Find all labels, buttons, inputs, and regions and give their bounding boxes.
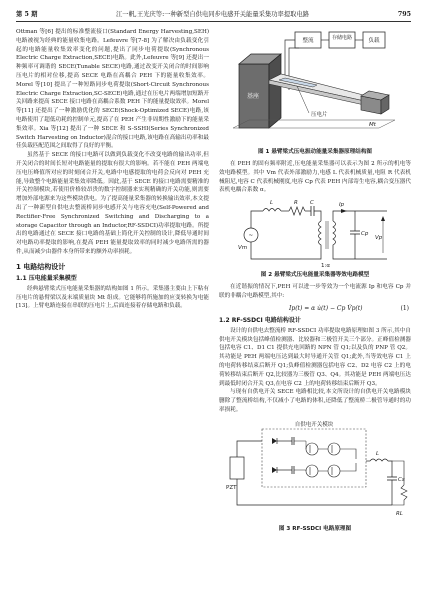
page-number: 795 bbox=[397, 11, 411, 18]
figure-3 bbox=[222, 419, 408, 523]
model-paragraph: 经典悬臂梁式压电能量采集器的结构如图 1 所示。采集器主要由上下粘有压电片的悬臂梁以及末端质量块 Mt 组成。它能够将所施加的应变转换为电能[13]。上臂电路连接在串联的压电片上,后面连接着存储电路和负载。 bbox=[16, 285, 209, 310]
intro-paragraph-2: 虽然基于 SECE 的接口电路可以做到负载变化不改变电路的输出功率,但开关闭合的时间长短对电路能量的提取有很大的影响。若不能在 PEH 两端电压电压峰值所对应的时刻闭合开关,电路中电感提取的电荷会反向对 PEH 充能,导致整个电路能量采集效率降低。因此,基于 SECE 的接口电路需要精准的开关控制模块,若使用价格较昂贵的数字控制器来实现精确的开关功能,则需要增加外部电源来为这些模块供电。为了提高能量采集器的转换输出效率,本文提出了一种新型自供电去整流桥同步电感开关与电容充电(Self-Powered and Rectifier-Free Synchronized Switching and Discharging to a storage Capacitor through an Inductor,RF-SSDCI)功率提取电路。所提出的电路通过在 SECE 接口电路的基础上简化开关控制的设计,降低导通时间对电路功率提取的影响,在提高 PEH 能量提取效率的同时减少电路所需的器件,从而减少由器件本身所带来的额外功率损耗。 bbox=[16, 152, 209, 255]
storage-circuit-label: 存储电路 bbox=[331, 35, 353, 41]
storage-cap-label: Cs bbox=[398, 476, 405, 483]
running-title: 江一帆,王光庆等:一种新型自供电同步电感开关能量采集功率提取电路 bbox=[116, 11, 310, 18]
equation-1-number: (1) bbox=[400, 304, 409, 312]
formula-intro-paragraph: 在近谐振的情况下,PEH 可以进一步等效为一个电流源 Ip 和电容 Cp 并联的非耦合电路模型,其中: bbox=[219, 284, 411, 299]
pzt-label: PZT bbox=[226, 484, 237, 491]
running-head bbox=[16, 9, 411, 22]
figure-3-diagram bbox=[222, 419, 408, 523]
load-rl-label: RL bbox=[396, 510, 403, 517]
equation-1 bbox=[219, 303, 411, 315]
capacitor-label: C bbox=[310, 200, 314, 207]
section-heading-1: 1 电路结构设计 bbox=[16, 262, 66, 271]
figure-1-caption: 图 1 悬臂梁式压电振动能量采集器原理结构图 bbox=[257, 149, 373, 155]
right-column bbox=[219, 28, 411, 598]
vm-label: Vm bbox=[238, 245, 248, 252]
piezo-label: 压电片 bbox=[311, 112, 328, 118]
intro-paragraph-1: Ottman 等[6] 提出的标准整流接口(Standard Energy Harvesting,SEH)电路被视为经典的能量收集电路。Lefeuvre 等[7-8] 为了解决由负载变化引起的电路能量收集效率变化的问题,提出了同步电荷提取(Synchronous Electric Charge Extraction,SECE)电路。此外,Lefeuvre 等[9] 还提出一种频率可调谐的 SECE(Tunable SECE)电路,通过改变开关闭合的时间影响压电片的相对位移,提高 SECE 电路在高耦合 PEH 下的能量收集效率。Morel 等[10] 提出了一种短路同步电荷提取(Short-Circuit Synchronous Electric Charge Extraction,SC-SECE)电路,通过在压电片两端增加短路开关回路来提高 SECE 接口电路在高耦合系数 PEH 下的能量提取效率。Morel 等[11] 还提出了一种激励优化的 SECE(Shock-Optimized SECE)电路,该电路使用了超低功耗的控制单元,提高了在 PEH 产生非周期性激励下的能量采集效率。Xia 等[12] 提出了一种 SECE 和 S-SSHI(Series Synchronized Switch Harvesting on Inductor)混合的接口电路,该电路在高输出功率和最佳负载匹配范围之间取得了良好的平衡。 bbox=[16, 29, 209, 150]
section-heading-1-1: 1.1 压电能量采集模型 bbox=[16, 274, 77, 282]
inductor-label: L bbox=[270, 200, 274, 207]
inductor-l-label: L bbox=[376, 450, 380, 457]
figure-1-diagram bbox=[229, 28, 401, 146]
section-heading-1-2: 1.2 RF-SSDCI 电路结构设计 bbox=[219, 316, 301, 324]
ip-label: Ip bbox=[339, 202, 345, 209]
figure-1 bbox=[229, 28, 401, 146]
rectifier-label: 整流 bbox=[302, 38, 314, 44]
design-paragraph: 设计的自供电去整流桥 RF-SSDCI 功率提取电路原理如图 3 所示,其中自供电开关模块包括峰值检测器、比较器和三极管开关三个部分。正峰值检测器包括电容 C1、D1 C1 提供充电回路的 NPN 管 Q1;以及负的 PNP 管 Q2。其功能是 PEH 两端电压达到最大时导通开关管 Q1;此外,当等效电容 C1 上的电荷转移结束后断开 Q1;负峰值检测器包括电容 C2、D2 电容 C2 上的电荷转移结束后断开 Q2,比较器为三极管 Q3、Q4。其功能是 PEH 两端电压达到最低时闭合开关 Q3,在电容 C2 上的电荷转移结束后断开 Q3。 bbox=[219, 327, 411, 387]
figure-2-diagram bbox=[237, 197, 393, 269]
compare-paragraph: 与现有自供电开关 SECE 电路相比较,本文所设计的自供电开关电路模块删除了整流桥结构,不仅减小了电路的体积,还降低了整流桥二极管导通时的功率损耗。 bbox=[219, 389, 411, 413]
fig2-intro-paragraph: 在 PEH 的固有频率附近,压电能量采集器可以表示为图 2 所示的机电等效电路模型。其中 Vm 代表外部激励力,电感 L 代表机械质量,电阻 R 代表机械阻尼,电容 C 代表机械刚度,电容 Cp 代表 PEH 内部寄生电容,耦合变压器代表机电耦合系数 α。 bbox=[219, 161, 411, 194]
svg-text:~: ~ bbox=[248, 233, 254, 240]
cp-label: Cp bbox=[361, 231, 369, 238]
ratio-label: 1:α bbox=[321, 263, 330, 270]
vp-label: Vp bbox=[375, 235, 383, 242]
switch-module-label: 自供电开关模块 bbox=[294, 421, 334, 428]
load-label: 负载 bbox=[368, 38, 380, 44]
mass-label: Mt bbox=[369, 122, 376, 128]
equation-1-expression: Ip(t) = α u̇(t) − Cp V̇p(t) bbox=[289, 304, 363, 312]
figure-3-caption: 图 3 RF-SSDCI 电路原理图 bbox=[278, 525, 352, 532]
base-label: 基座 bbox=[247, 93, 260, 100]
resistor-label: R bbox=[294, 200, 298, 207]
left-column bbox=[16, 28, 209, 598]
issue-number: 第 5 期 bbox=[16, 11, 38, 18]
figure-2 bbox=[237, 197, 393, 269]
figure-2-caption: 图 2 悬臂梁式压电能量采集器等效电路模型 bbox=[260, 272, 370, 279]
